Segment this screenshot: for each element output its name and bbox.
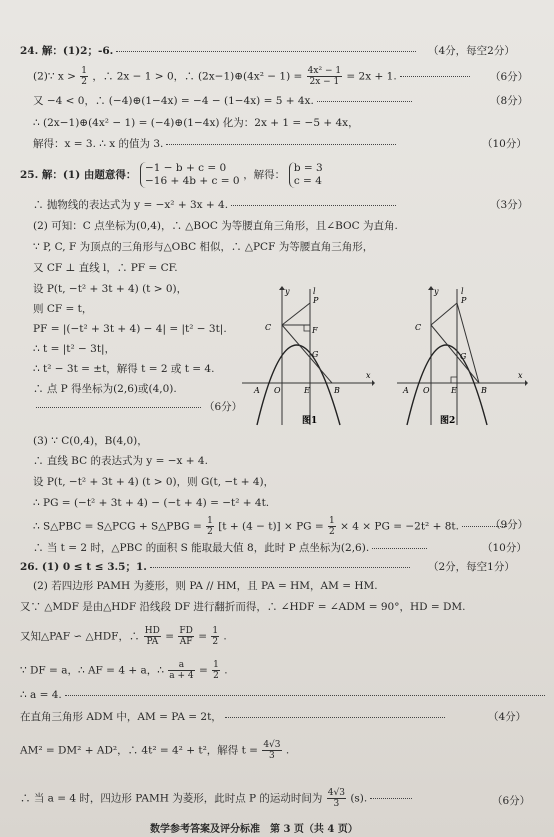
figure-1-graph xyxy=(240,285,375,430)
segment-pb xyxy=(457,303,479,383)
svg-text:G: G xyxy=(460,352,467,361)
figure-1-caption: 图1 xyxy=(302,416,318,426)
line-bc xyxy=(431,325,479,383)
q25-line10: ∴ t² − 3t = ±t，解得 t = 2 或 t = 4. xyxy=(33,363,215,375)
fraction-4root3-3-b: $\frac{4√3}{3}$ xyxy=(327,788,345,809)
svg-text:P: P xyxy=(313,296,319,305)
q25-line6: 设 P(t, −t² + 3t + 4) (t > 0)， xyxy=(33,283,188,295)
q24-score-5: （10分） xyxy=(482,138,527,150)
svg-text:x: x xyxy=(518,371,523,380)
q24-part2: (2)∵ x > $\frac{1}{2}$ ，∴ 2x − 1 > 0，∴ (2x−1)⊕(4x² − 1) = $\frac{\text{4x² − 1}}{2x - 1}$ = 2x + 1. xyxy=(33,66,473,87)
figure-2-graph xyxy=(395,285,530,430)
svg-text:O: O xyxy=(274,386,281,395)
q26-line7: 在直角三角形 ADM 中，AM = PA = 2t， xyxy=(20,710,448,724)
q24-line3: 又 −4 < 0，∴ (−4)⊕(1−4x) = −4 − (1−4x) = 5 + 4x. xyxy=(33,94,415,108)
svg-text:A: A xyxy=(403,386,409,395)
fraction-a-a4: $\frac{a}{a + 4}$ xyxy=(169,660,194,681)
fraction-fd-af: $\frac{FD}{AF}$ xyxy=(179,626,193,647)
q25-line9: ∴ t = |t² − 3t|， xyxy=(33,343,116,355)
svg-text:y: y xyxy=(434,287,439,296)
svg-text:B: B xyxy=(334,386,340,395)
line-bc xyxy=(282,325,332,383)
svg-text:l: l xyxy=(461,287,464,296)
fraction-half-a: $\frac{1}{2}$ xyxy=(207,516,213,537)
q25-line11-score: （6分） xyxy=(33,400,242,414)
q24-line5: 解得：x = 3. ∴ x 的值为 3. xyxy=(33,137,399,151)
q25-score-17: （10分） xyxy=(482,542,527,554)
fraction-hd-pa: $\frac{HD}{PA}$ xyxy=(144,626,160,647)
svg-text:G: G xyxy=(312,350,319,359)
parabola xyxy=(407,345,487,425)
q25-score-16: （9分） xyxy=(490,519,529,531)
fraction-half: $\frac{1}{2}$ xyxy=(81,66,88,87)
q24-score-2: （6分） xyxy=(490,71,529,83)
svg-text:x: x xyxy=(366,371,371,380)
q25-line5: 又 CF ⊥ 直线 l，∴ PF = CF. xyxy=(33,262,178,274)
q25-line17: ∴ 当 t = 2 时，△PBC 的面积 S 能取最大值 8，此时 P 点坐标为(2,6). xyxy=(33,541,430,555)
page-footer: 数学参考答案及评分标准 第 3 页（共 4 页） xyxy=(150,824,358,835)
q25-line11: ∴ 点 P 得坐标为(2,6)或(4,0). xyxy=(33,383,177,395)
q26-line5: ∵ DF = a，∴ AF = 4 + a，∴ $\frac{a}{a + 4}$ = $\frac{1}{2}$ . xyxy=(20,660,228,681)
q26-line9: ∴ 当 a = 4 时，四边形 PAMH 为菱形，此时点 P 的运动时间为 $\frac{4√3}{3}$ (s). xyxy=(20,788,415,809)
q25-part1: 25. 解：(1) 由题意得： −1 − b + c = 0 −16 + 4b + c = 0 ，解得： b = 3 c = 4 xyxy=(20,162,323,187)
q25-line16: ∴ S△PBC = S△PCG + S△PBG = $\frac{1}{2}$ [t + (4 − t)] × PG = $\frac{1}{2}$ × 4 × PG = −2t² + 8t. xyxy=(33,516,510,537)
q25-line4: ∵ P, C, F 为顶点的三角形与△OBC 相似，∴ △PCF 为等腰直角三角形， xyxy=(33,241,374,253)
svg-text:P: P xyxy=(461,296,467,305)
svg-text:y: y xyxy=(285,287,290,296)
q25-line3: (2) 可知：C 点坐标为(0,4)，∴ △BOC 为等腰直角三角形，且∠BOC 为直角. xyxy=(33,220,398,232)
fraction-big: $\frac{\text{4x² − 1}}{2x - 1}$ xyxy=(307,66,342,87)
q24-score-3: （8分） xyxy=(490,95,529,107)
q25-line15: ∴ PG = (−t² + 3t + 4) − (−t + 4) = −t² + 4t. xyxy=(33,497,270,509)
q24-part1: 24. 解：(1)2；-6. xyxy=(20,44,419,58)
fraction-half-c: $\frac{1}{2}$ xyxy=(212,626,219,647)
svg-text:B: B xyxy=(481,386,487,395)
q26-line3: 又∵ △MDF 是由△HDF 沿线段 DF 进行翻折而得，∴ ∠HDF = ∠ADM = 90°，HD = DM. xyxy=(20,601,466,613)
q25-line14: 设 P(t, −t² + 3t + 4) (t > 0)，则 G(t, −t + 4)， xyxy=(33,476,275,488)
svg-text:F: F xyxy=(312,326,318,335)
fraction-half-b: $\frac{1}{2}$ xyxy=(329,516,335,537)
segment-cp xyxy=(282,303,310,325)
q26-line8: AM² = DM² + AD²，∴ 4t² = 4² + t²，解得 t = $\frac{4√3}{3}$ . xyxy=(20,740,290,761)
q26-score-1: （2分，每空1分） xyxy=(428,561,515,573)
q24-score-1: （4分，每空2分） xyxy=(428,45,515,57)
q25-score-2: （3分） xyxy=(490,199,529,211)
q26-score-7: （4分） xyxy=(488,711,527,723)
equation-system-2: b = 3 c = 4 xyxy=(289,162,323,188)
q25-line2: ∴ 抛物线的表达式为 y = −x² + 3x + 4. xyxy=(33,198,399,212)
svg-text:A: A xyxy=(254,386,260,395)
q26-line4: 又知△PAF ∽ △HDF，∴ $\frac{HD}{PA}$ = $\frac{FD}{AF}$ = $\frac{1}{2}$ . xyxy=(20,626,227,647)
q25-line7: 则 CF = t， xyxy=(33,303,93,315)
q26-line6: ∴ a = 4. xyxy=(20,688,548,702)
q25-line8: PF = |(−t² + 3t + 4) − 4| = |t² − 3t|. xyxy=(33,323,227,335)
q26-line2: (2) 若四边形 PAMH 为菱形，则 PA // HM，且 PA = HM，AM = HM. xyxy=(33,580,378,592)
equation-system-1: −1 − b + c = 0 −16 + 4b + c = 0 xyxy=(140,162,240,188)
figure-2-caption: 图2 xyxy=(440,416,456,426)
svg-text:l: l xyxy=(313,287,316,296)
svg-text:C: C xyxy=(265,323,272,332)
q26-part1: 26. (1) 0 ≤ t ≤ 3.5；1. xyxy=(20,560,413,574)
svg-text:O: O xyxy=(423,386,430,395)
q24-line4: ∴ (2x−1)⊕(4x² − 1) = (−4)⊕(1−4x) 化为：2x + 1 = −5 + 4x， xyxy=(33,117,359,129)
svg-text:C: C xyxy=(415,323,422,332)
parabola xyxy=(257,345,340,425)
fraction-half-d: $\frac{1}{2}$ xyxy=(213,660,219,681)
svg-text:E: E xyxy=(451,386,457,395)
q25-line12: (3) ∵ C(0,4)，B(4,0)， xyxy=(33,435,148,447)
segment-cp xyxy=(431,303,457,325)
svg-text:E: E xyxy=(304,386,310,395)
fraction-4root3-3: $\frac{4√3}{3}$ xyxy=(263,740,281,761)
q26-score-9: （6分） xyxy=(492,795,531,807)
q25-line13: ∴ 直线 BC 的表达式为 y = −x + 4. xyxy=(33,455,208,467)
